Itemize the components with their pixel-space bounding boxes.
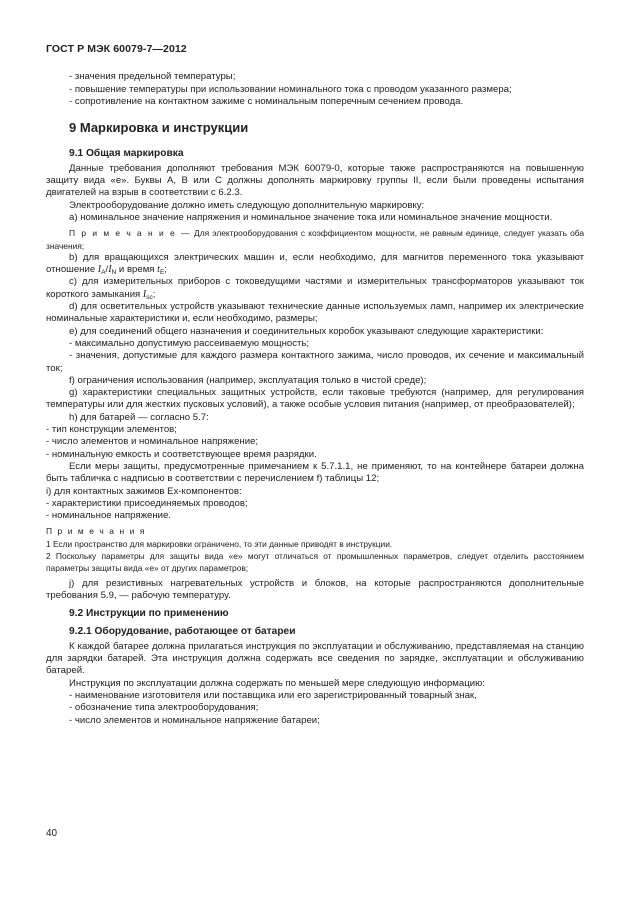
list-item-j: j) для резистивных нагревательных устройств и блоков, на которые распространяются дополнительные требования 5.9, — рабочую температуру. [46, 577, 584, 601]
subscript: N [111, 269, 117, 277]
list-item-e: е) для соединений общего назначения и соединительных коробок указывают следующие характеристики: [69, 325, 544, 337]
list-subitem: - максимально допустимую рассеиваемую мощность; [69, 337, 310, 349]
section-9-1-heading: 9.1 Общая маркировка [69, 148, 184, 160]
list-subitem: - характеристики присоединяемых проводов; [46, 497, 248, 509]
list-item-d: d) для осветительных устройств указывают технические данные используемых ламп, например их электрические номинальные характеристики и, если необходимо, размеры; [46, 301, 584, 325]
list-item-f: f) ограничения использования (например, эксплуатация только в чистой среде); [69, 374, 427, 386]
text: ; [152, 288, 156, 300]
list-subitem: - обозначение типа электрооборудования; [69, 702, 259, 714]
text: / [105, 264, 109, 276]
paragraph: Инструкция по эксплуатации должна содержать по меньшей мере следующую информацию: [69, 677, 485, 689]
subscript: A [101, 269, 106, 277]
document-header: ГОСТ Р МЭК 60079-7—2012 [46, 43, 187, 55]
intro-item: - повышение температуры при использовании номинального тока с проводом указанного размера; [69, 83, 512, 95]
note-a [46, 227, 584, 252]
symbol: I [97, 264, 102, 276]
text: b) для вращающихся электрических машин и, если необходимо, для магнитов переменного тока указывают отношение [46, 251, 584, 276]
notes-label: П р и м е ч а н и я [46, 526, 146, 537]
section-9-2-1-heading: 9.2.1 Оборудование, работающее от батареи [69, 626, 296, 638]
section-9-2-heading: 9.2 Инструкции по применению [69, 608, 229, 620]
list-subitem: - число элементов и номинальное напряжение батареи; [69, 714, 320, 726]
list-item-a: а) номинальное значение напряжения и номинальное значение тока или номинальное значение мощности. [69, 211, 553, 223]
text: и время [116, 264, 158, 276]
paragraph: Данные требования дополняют требования МЭК 60079-0, которые также распространяются на повышенную защиту вида «е». Буквы А, В или С должны дополнять маркировку группы II, если были проведены испытания двигателей на взрыв в соответствии с 6.2.3. [46, 162, 584, 199]
text: с) для измерительных приборов с токоведущими частями и измерительных трансформаторов указывают ток короткого замыкания [46, 276, 584, 300]
list-item-g: g) характеристики специальных защитных устройств, если таковые требуются (например, для регулирования температуры или для жестких пусковых условий), а также особые условия питания (например, от преобразователей); [46, 387, 584, 411]
list-item-h: h) для батарей — согласно 5.7: [69, 411, 209, 423]
symbol: I [108, 264, 112, 276]
text: ; [164, 264, 167, 276]
list-item-i: i) для контактных зажимов Ex-компонентов: [46, 485, 242, 497]
subscript: E [159, 269, 165, 277]
list-subitem: - значения, допустимые для каждого размера контактного зажима, число проводов, их сечение и максимальный ток; [46, 350, 584, 374]
list-subitem: - наименование изготовителя или поставщика или его зарегистрированный товарный знак, [69, 689, 477, 701]
intro-item: - значения предельной температуры; [69, 71, 236, 83]
paragraph: К каждой батарее должна прилагаться инструкция по эксплуатации и обслуживанию, представляемая на станцию для зарядки батарей. Эта инструкция должна содержать все сведения по зарядке, эксплуатации и обслуживанию батарей. [46, 640, 584, 677]
list-subitem: - тип конструкции элементов; [46, 424, 177, 436]
note-label: П р и м е ч а н и е — [69, 228, 191, 239]
page-number: 40 [46, 828, 58, 839]
paragraph: Если меры защиты, предусмотренные примечанием к 5.7.1.1, не применяют, то на контейнере батареи должна быть табличка с надписью в соответствии с перечислением f) таблицы 12; [46, 460, 584, 485]
symbol: t [157, 264, 160, 276]
note-text: Для электрооборудования с коэффициентом мощности, не равным единице, следует указать оба значения; [46, 228, 584, 251]
section-9-heading: 9 Маркировка и инструкции [69, 120, 249, 136]
subscript: sc [146, 293, 153, 301]
paragraph: Электрооборудование должно иметь следующую дополнительную маркировку: [69, 199, 425, 211]
list-item-c [46, 276, 584, 301]
note-1: 1 Если пространство для маркировки ограничено, то эти данные приводят в инструкции. [46, 538, 393, 549]
note-2: 2 Поскольку параметры для защиты вида «е» могут отличаться от промышленных параметров, следует отделить расстоянием параметры защиты вида «е» от других параметров; [46, 550, 584, 574]
intro-item: - сопротивление на контактном зажиме с номинальным поперечным сечением провода. [69, 95, 464, 107]
symbol: I [142, 288, 147, 300]
list-item-b [46, 252, 584, 277]
list-subitem: - номинальную емкость и соответствующее время разрядки. [46, 448, 317, 460]
list-subitem: - номинальное напряжение. [46, 510, 171, 522]
list-subitem: - число элементов и номинальное напряжение; [46, 436, 259, 448]
